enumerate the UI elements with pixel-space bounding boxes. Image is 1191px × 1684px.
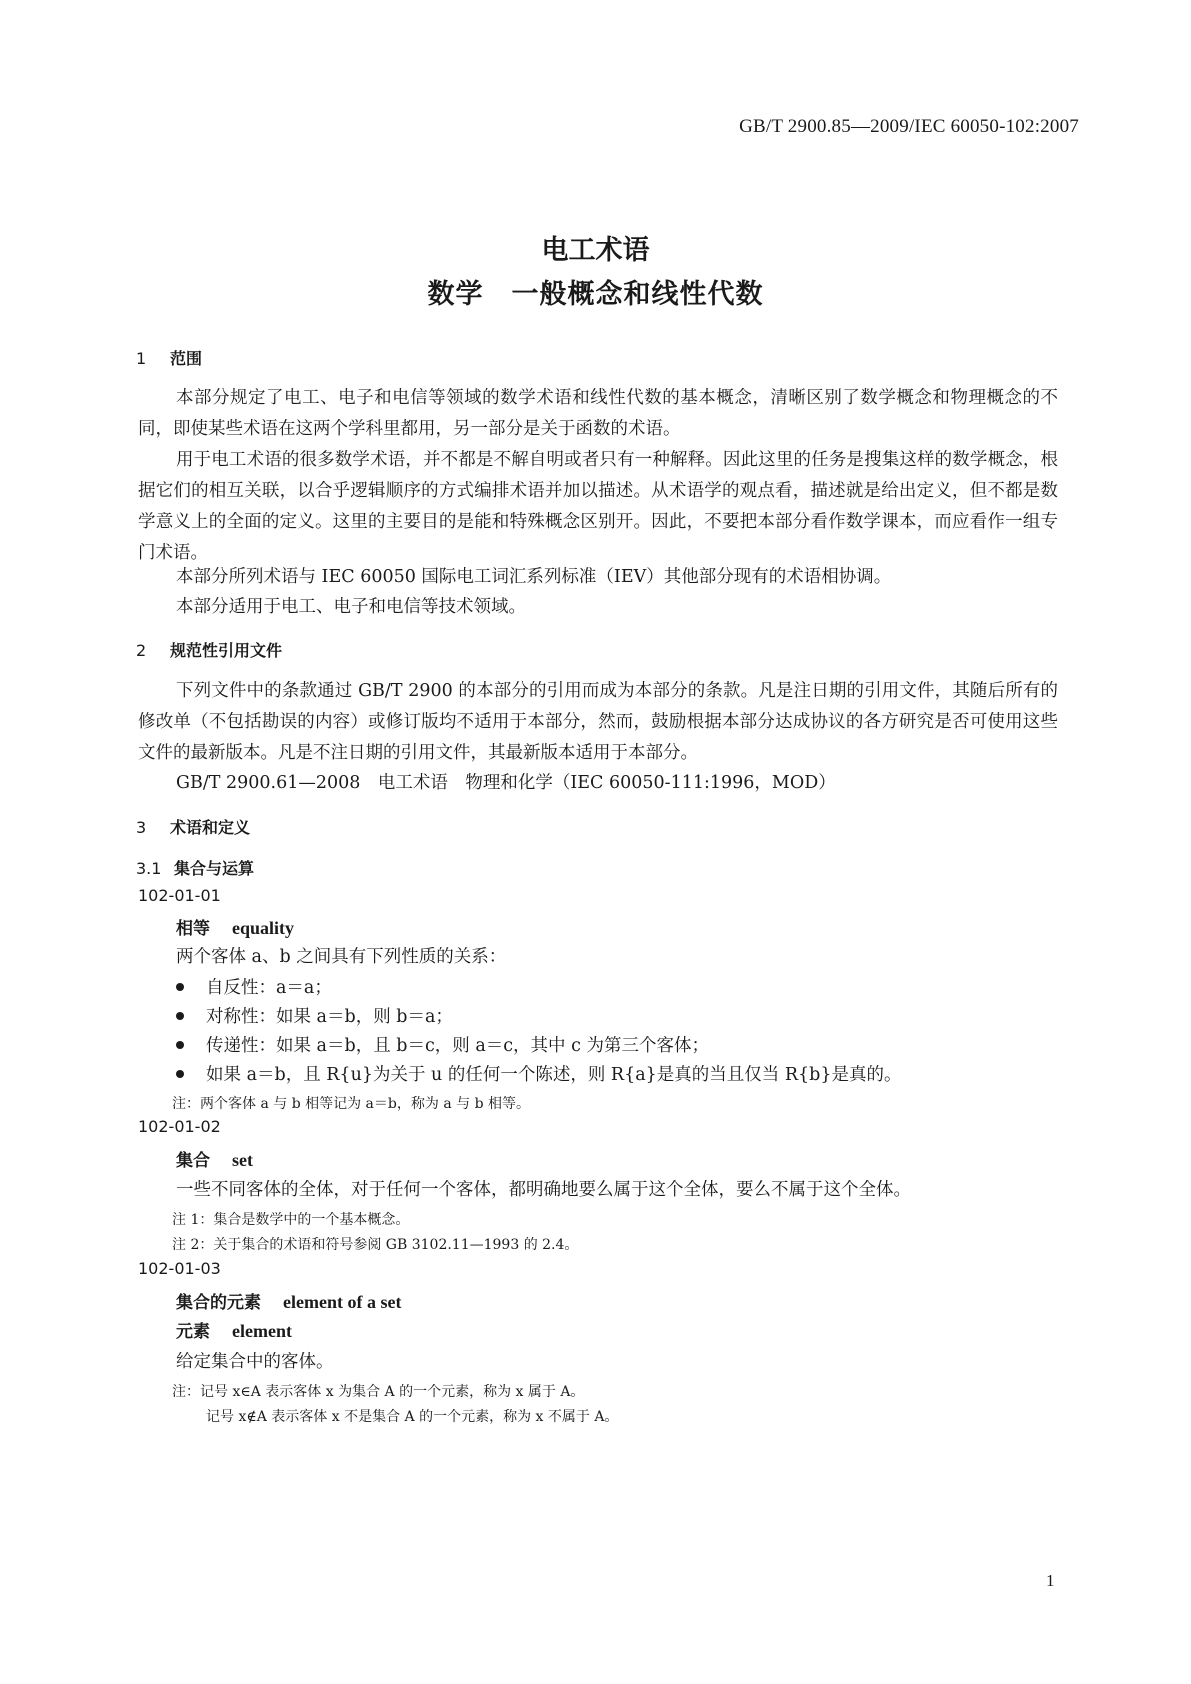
bullet-item: 如果 a＝b，且 R{u}为关于 u 的任何一个陈述，则 R{a}是真的当且仅当 R{b}是真的。 bbox=[176, 1061, 902, 1086]
page-number: 1 bbox=[1046, 1571, 1055, 1590]
term-note-line-2: 记号 x∉A 表示客体 x 不是集合 A 的一个元素，称为 x 不属于 A。 bbox=[206, 1409, 619, 1425]
section-2-paragraph: 下列文件中的条款通过 GB/T 2900 的本部分的引用而成为本部分的条款。凡是注日期的引用文件，其随后所有的修改单（不包括勘误的内容）或修订版均不适用于本部分，然而，鼓励根据本部分达成协议的各方研究是否可使用这些文件的最新版本。凡是不注日期的引用文件，其最新版本适用于本部分。 bbox=[138, 681, 1058, 763]
term-name bbox=[176, 1146, 253, 1171]
normative-reference: GB/T 2900.61—2008 电工术语 物理和化学（IEC 60050-111:1996，MOD） bbox=[176, 773, 836, 793]
term-note-line-1: 注：记号 x∈A 表示客体 x 为集合 A 的一个元素，称为 x 属于 A。 bbox=[172, 1384, 585, 1400]
term-zh: 相等 bbox=[176, 919, 210, 939]
bullet-item: 对称性：如果 a＝b，则 b＝a； bbox=[176, 1003, 453, 1028]
bullet-icon bbox=[176, 1070, 184, 1078]
term-en: equality bbox=[232, 918, 295, 938]
term-en: element bbox=[232, 1321, 292, 1341]
section-title: 术语和定义 bbox=[170, 818, 251, 837]
section-1-paragraph-3: 本部分所列术语与 IEC 60050 国际电工词汇系列标准（IEV）其他部分现有的术语相协调。 bbox=[176, 567, 892, 587]
section-1-paragraph-4: 本部分适用于电工、电子和电信等技术领域。 bbox=[176, 597, 526, 617]
term-definition: 一些不同客体的全体，对于任何一个客体，都明确地要么属于这个全体，要么不属于这个全体。 bbox=[176, 1180, 911, 1200]
term-name bbox=[176, 1288, 401, 1313]
document-title-line1: 电工术语 bbox=[541, 235, 650, 266]
section-number: 2 bbox=[136, 641, 147, 660]
section-1-paragraph-2: 用于电工术语的很多数学术语，并不都是不解自明或者只有一种解释。因此这里的任务是搜集这样的数学概念，根据它们的相互关联，以合乎逻辑顺序的方式编排术语并加以描述。从术语学的观点看，描述就是给出定义，但不都是数学意义上的全面的定义。这里的主要目的是能和特殊概念区别开。因此，不要把本部分看作数学课本，而应看作一组专门术语。 bbox=[138, 450, 1058, 563]
term-definition: 两个客体 a、b 之间具有下列性质的关系： bbox=[176, 947, 507, 967]
term-en: element of a set bbox=[283, 1292, 402, 1312]
term-id: 102-01-01 bbox=[138, 886, 221, 905]
bullet-icon bbox=[176, 1041, 184, 1049]
section-title: 集合与运算 bbox=[174, 859, 255, 878]
bullet-icon bbox=[176, 983, 184, 991]
bullet-icon bbox=[176, 1012, 184, 1020]
term-id: 102-01-03 bbox=[138, 1259, 221, 1278]
bullet-item: 自反性：a＝a； bbox=[176, 974, 332, 999]
term-note-1: 注 1：集合是数学中的一个基本概念。 bbox=[172, 1212, 410, 1228]
term-zh: 集合的元素 bbox=[176, 1293, 261, 1313]
section-title: 范围 bbox=[170, 349, 203, 368]
term-zh: 集合 bbox=[176, 1151, 210, 1171]
section-1-paragraph-1: 本部分规定了电工、电子和电信等领域的数学术语和线性代数的基本概念，清晰区别了数学概念和物理概念的不同，即使某些术语在这两个学科里都用，另一部分是关于函数的术语。 bbox=[138, 388, 1058, 439]
term-note-2: 注 2：关于集合的术语和符号参阅 GB 3102.11—1993 的 2.4。 bbox=[172, 1237, 579, 1253]
term-name bbox=[176, 914, 294, 939]
term-en: set bbox=[232, 1150, 253, 1170]
term-definition: 给定集合中的客体。 bbox=[176, 1352, 334, 1372]
term-zh: 元素 bbox=[176, 1322, 210, 1342]
bullet-item: 传递性：如果 a＝b，且 b＝c，则 a＝c，其中 c 为第三个客体； bbox=[176, 1032, 709, 1057]
term-id: 102-01-02 bbox=[138, 1117, 221, 1136]
section-2-heading bbox=[136, 638, 282, 661]
section-3-heading bbox=[136, 815, 250, 838]
section-number: 3.1 bbox=[136, 859, 162, 878]
term-note: 注：两个客体 a 与 b 相等记为 a＝b，称为 a 与 b 相等。 bbox=[172, 1096, 530, 1112]
document-title-line2: 数学 一般概念和线性代数 bbox=[427, 279, 764, 310]
section-1-heading bbox=[136, 346, 202, 369]
section-number: 1 bbox=[136, 349, 147, 368]
section-number: 3 bbox=[136, 818, 147, 837]
section-title: 规范性引用文件 bbox=[170, 641, 283, 660]
section-3-1-heading bbox=[136, 856, 254, 879]
term-synonym bbox=[176, 1317, 292, 1342]
standard-number: GB/T 2900.85—2009/IEC 60050-102:2007 bbox=[739, 116, 1079, 137]
